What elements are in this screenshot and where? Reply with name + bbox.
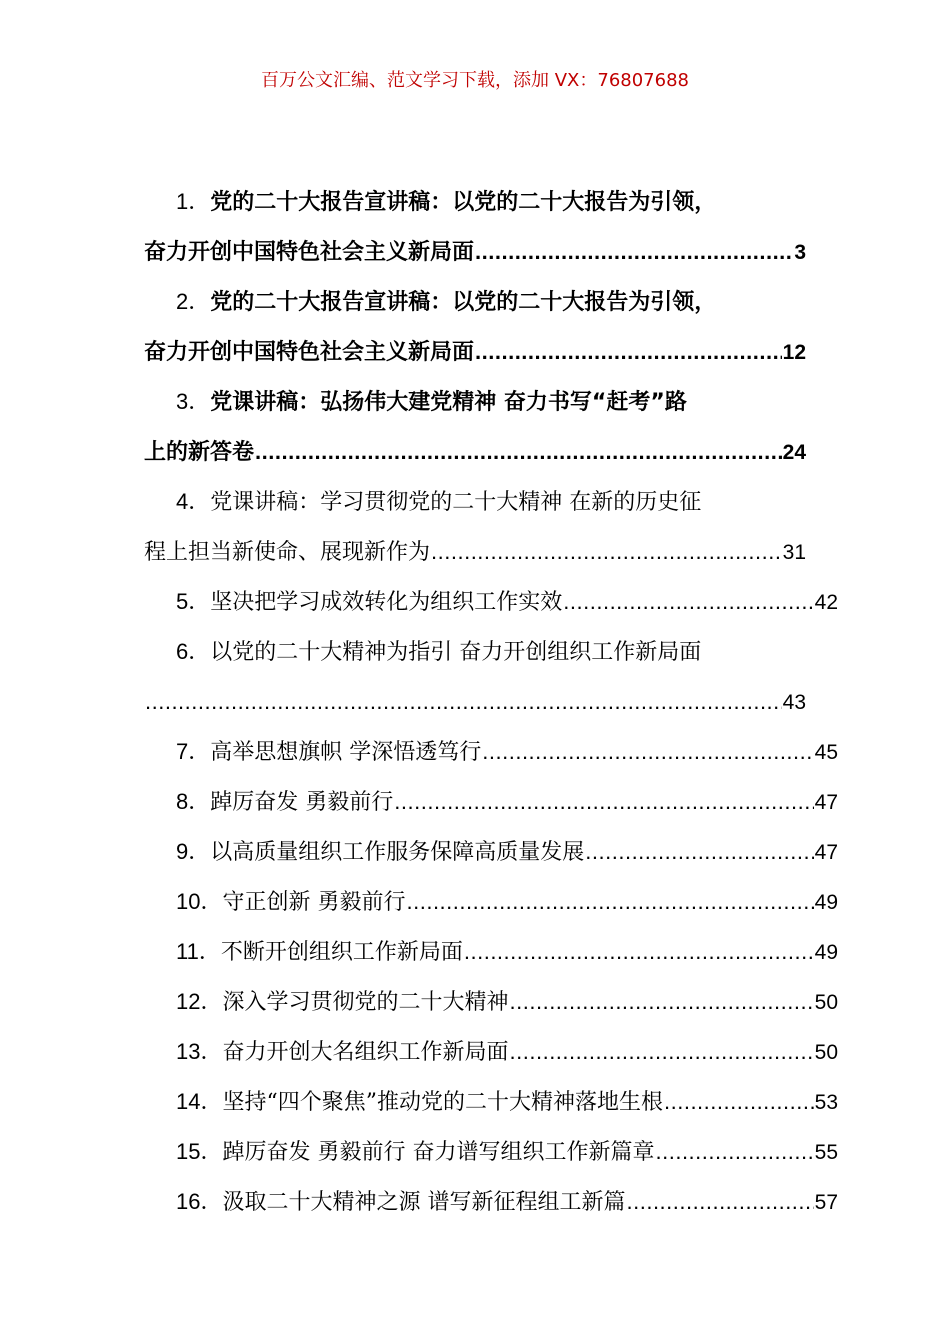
toc-entry-2-line1[interactable]: 2．党的二十大报告宣讲稿：以党的二十大报告为引领，	[176, 289, 717, 315]
toc-entry-3-line2[interactable]	[144, 436, 806, 468]
toc-number: 6	[176, 639, 189, 664]
toc-page-number: 50	[814, 991, 838, 1014]
toc-entry-14[interactable]: 14．坚持“四个聚焦”推动党的二十大精神落地生根 ..... 53	[144, 1086, 838, 1118]
toc-title-part1: 以党的二十大精神为指引 奋力开创组织工作新局面	[210, 640, 702, 665]
toc-number: 4	[176, 489, 189, 514]
toc-title-part1: 党的二十大报告宣讲稿：以党的二十大报告为引领，	[210, 190, 717, 215]
toc-entry-1-line2[interactable]	[144, 236, 806, 268]
toc-title-part2: 奋力开创中国特色社会主义新局面	[144, 240, 475, 265]
toc-number: 11	[176, 939, 199, 964]
toc-number: 10	[176, 889, 201, 914]
toc-page-number: 47	[814, 841, 838, 864]
toc-leader-dots	[563, 586, 813, 618]
toc-page-number: 45	[814, 741, 838, 764]
toc-leader-dots	[407, 886, 814, 918]
toc-entry-16[interactable]: 16．汲取二十大精神之源 谱写新征程组工新篇 ..... 57	[144, 1186, 838, 1218]
toc-entry-12[interactable]: 12．深入学习贯彻党的二十大精神 ..... 50	[144, 986, 838, 1018]
toc-title: 坚持“四个聚焦”推动党的二十大精神落地生根	[222, 1090, 663, 1115]
toc-leader-dots	[394, 786, 813, 818]
toc-entry-7[interactable]: 7．高举思想旗帜 学深悟透笃行 ..... 45	[144, 736, 838, 768]
toc-leader-dots	[627, 1186, 814, 1218]
toc-number: 5	[176, 589, 189, 614]
toc-entry-1-line1[interactable]: 1．党的二十大报告宣讲稿：以党的二十大报告为引领，	[176, 189, 717, 215]
toc-leader-dots	[464, 936, 814, 968]
toc-title: 高举思想旗帜 学深悟透笃行	[210, 740, 482, 765]
toc-title: 奋力开创大名组织工作新局面	[222, 1040, 509, 1065]
toc-entry-15[interactable]: 15．踔厉奋发 勇毅前行 奋力谱写组织工作新篇章 ..... 55	[144, 1136, 838, 1168]
toc-page-number: 55	[814, 1141, 838, 1164]
toc-leader-dots	[482, 736, 813, 768]
page-header: 百万公文汇编、范文学习下载，添加 VX：76807688	[261, 70, 689, 91]
toc-number: 2	[176, 289, 189, 314]
toc-entry-10[interactable]: 10．守正创新 勇毅前行 ..... 49	[144, 886, 838, 918]
toc-leader-dots	[510, 1036, 814, 1068]
toc-title: 坚决把学习成效转化为组织工作实效	[210, 590, 563, 615]
toc-leader-dots	[475, 336, 782, 368]
toc-title-part2: 上的新答卷	[144, 440, 255, 465]
toc-leader-dots	[656, 1136, 814, 1168]
toc-entry-4-line2[interactable]	[144, 536, 806, 568]
toc-number: 15	[176, 1139, 201, 1164]
toc-leader-dots	[585, 836, 813, 868]
toc-number: 9	[176, 839, 189, 864]
toc-entry-3-line1[interactable]: 3．党课讲稿：弘扬伟大建党精神 奋力书写“赶考”路	[176, 389, 687, 415]
toc-page-number: 49	[814, 941, 838, 964]
toc-leader-dots	[255, 436, 782, 468]
toc-title: 守正创新 勇毅前行	[222, 890, 406, 915]
toc-page-number: 42	[814, 591, 838, 614]
toc-page-number: 57	[814, 1191, 838, 1214]
toc-page-number: 53	[814, 1091, 838, 1114]
toc-entry-6-line2[interactable]	[144, 686, 806, 718]
toc-page-number: 49	[814, 891, 838, 914]
toc-entry-8[interactable]: 8．踔厉奋发 勇毅前行 ..... 47	[144, 786, 838, 818]
toc-leader-dots	[475, 236, 793, 268]
toc-page-number: 43	[782, 691, 806, 714]
toc-title-part2: 奋力开创中国特色社会主义新局面	[144, 340, 475, 365]
toc-number: 16	[176, 1189, 201, 1214]
toc-number: 7	[176, 739, 189, 764]
toc-entry-11[interactable]: 11．不断开创组织工作新局面 ..... 49	[144, 936, 838, 968]
toc-title-part2: 程上担当新使命、展现新作为	[144, 540, 431, 565]
toc-number: 3	[176, 389, 189, 414]
toc-title: 踔厉奋发 勇毅前行 奋力谱写组织工作新篇章	[222, 1140, 655, 1165]
toc-leader-dots	[431, 536, 782, 568]
toc-number: 8	[176, 789, 189, 814]
toc-entry-9[interactable]: 9．以高质量组织工作服务保障高质量发展 ..... 47	[144, 836, 838, 868]
toc-page-number: 50	[814, 1041, 838, 1064]
toc-page-number: 12	[782, 341, 806, 364]
toc-page-number: 31	[782, 541, 806, 564]
toc-title-part1: 党的二十大报告宣讲稿：以党的二十大报告为引领，	[210, 290, 717, 315]
toc-title-part1: 党课讲稿：学习贯彻党的二十大精神 在新的历史征	[210, 490, 702, 515]
toc-leader-dots	[145, 686, 782, 718]
toc-title: 汲取二十大精神之源 谱写新征程组工新篇	[222, 1190, 626, 1215]
toc-title: 不断开创组织工作新局面	[220, 940, 463, 965]
toc-entry-13[interactable]: 13．奋力开创大名组织工作新局面 ..... 50	[144, 1036, 838, 1068]
toc-entry-6-line1[interactable]: 6．以党的二十大精神为指引 奋力开创组织工作新局面	[176, 639, 702, 665]
toc-number: 12	[176, 989, 201, 1014]
toc-leader-dots	[510, 986, 814, 1018]
toc-number: 13	[176, 1039, 201, 1064]
toc-entry-5[interactable]: 5．坚决把学习成效转化为组织工作实效 ..... 42	[144, 586, 838, 618]
toc-entry-2-line2[interactable]	[144, 336, 806, 368]
toc-title: 深入学习贯彻党的二十大精神	[222, 990, 509, 1015]
toc-page-number: 24	[782, 441, 806, 464]
toc-title: 踔厉奋发 勇毅前行	[210, 790, 394, 815]
toc-entry-4-line1[interactable]: 4．党课讲稿：学习贯彻党的二十大精神 在新的历史征	[176, 489, 702, 515]
toc-title: 以高质量组织工作服务保障高质量发展	[210, 840, 585, 865]
toc-page-number: 3	[794, 241, 806, 264]
toc-leader-dots	[664, 1086, 814, 1118]
toc-page-number: 47	[814, 791, 838, 814]
toc-number: 14	[176, 1089, 201, 1114]
toc-title-part1: 党课讲稿：弘扬伟大建党精神 奋力书写“赶考”路	[210, 390, 687, 415]
toc-number: 1	[176, 189, 189, 214]
